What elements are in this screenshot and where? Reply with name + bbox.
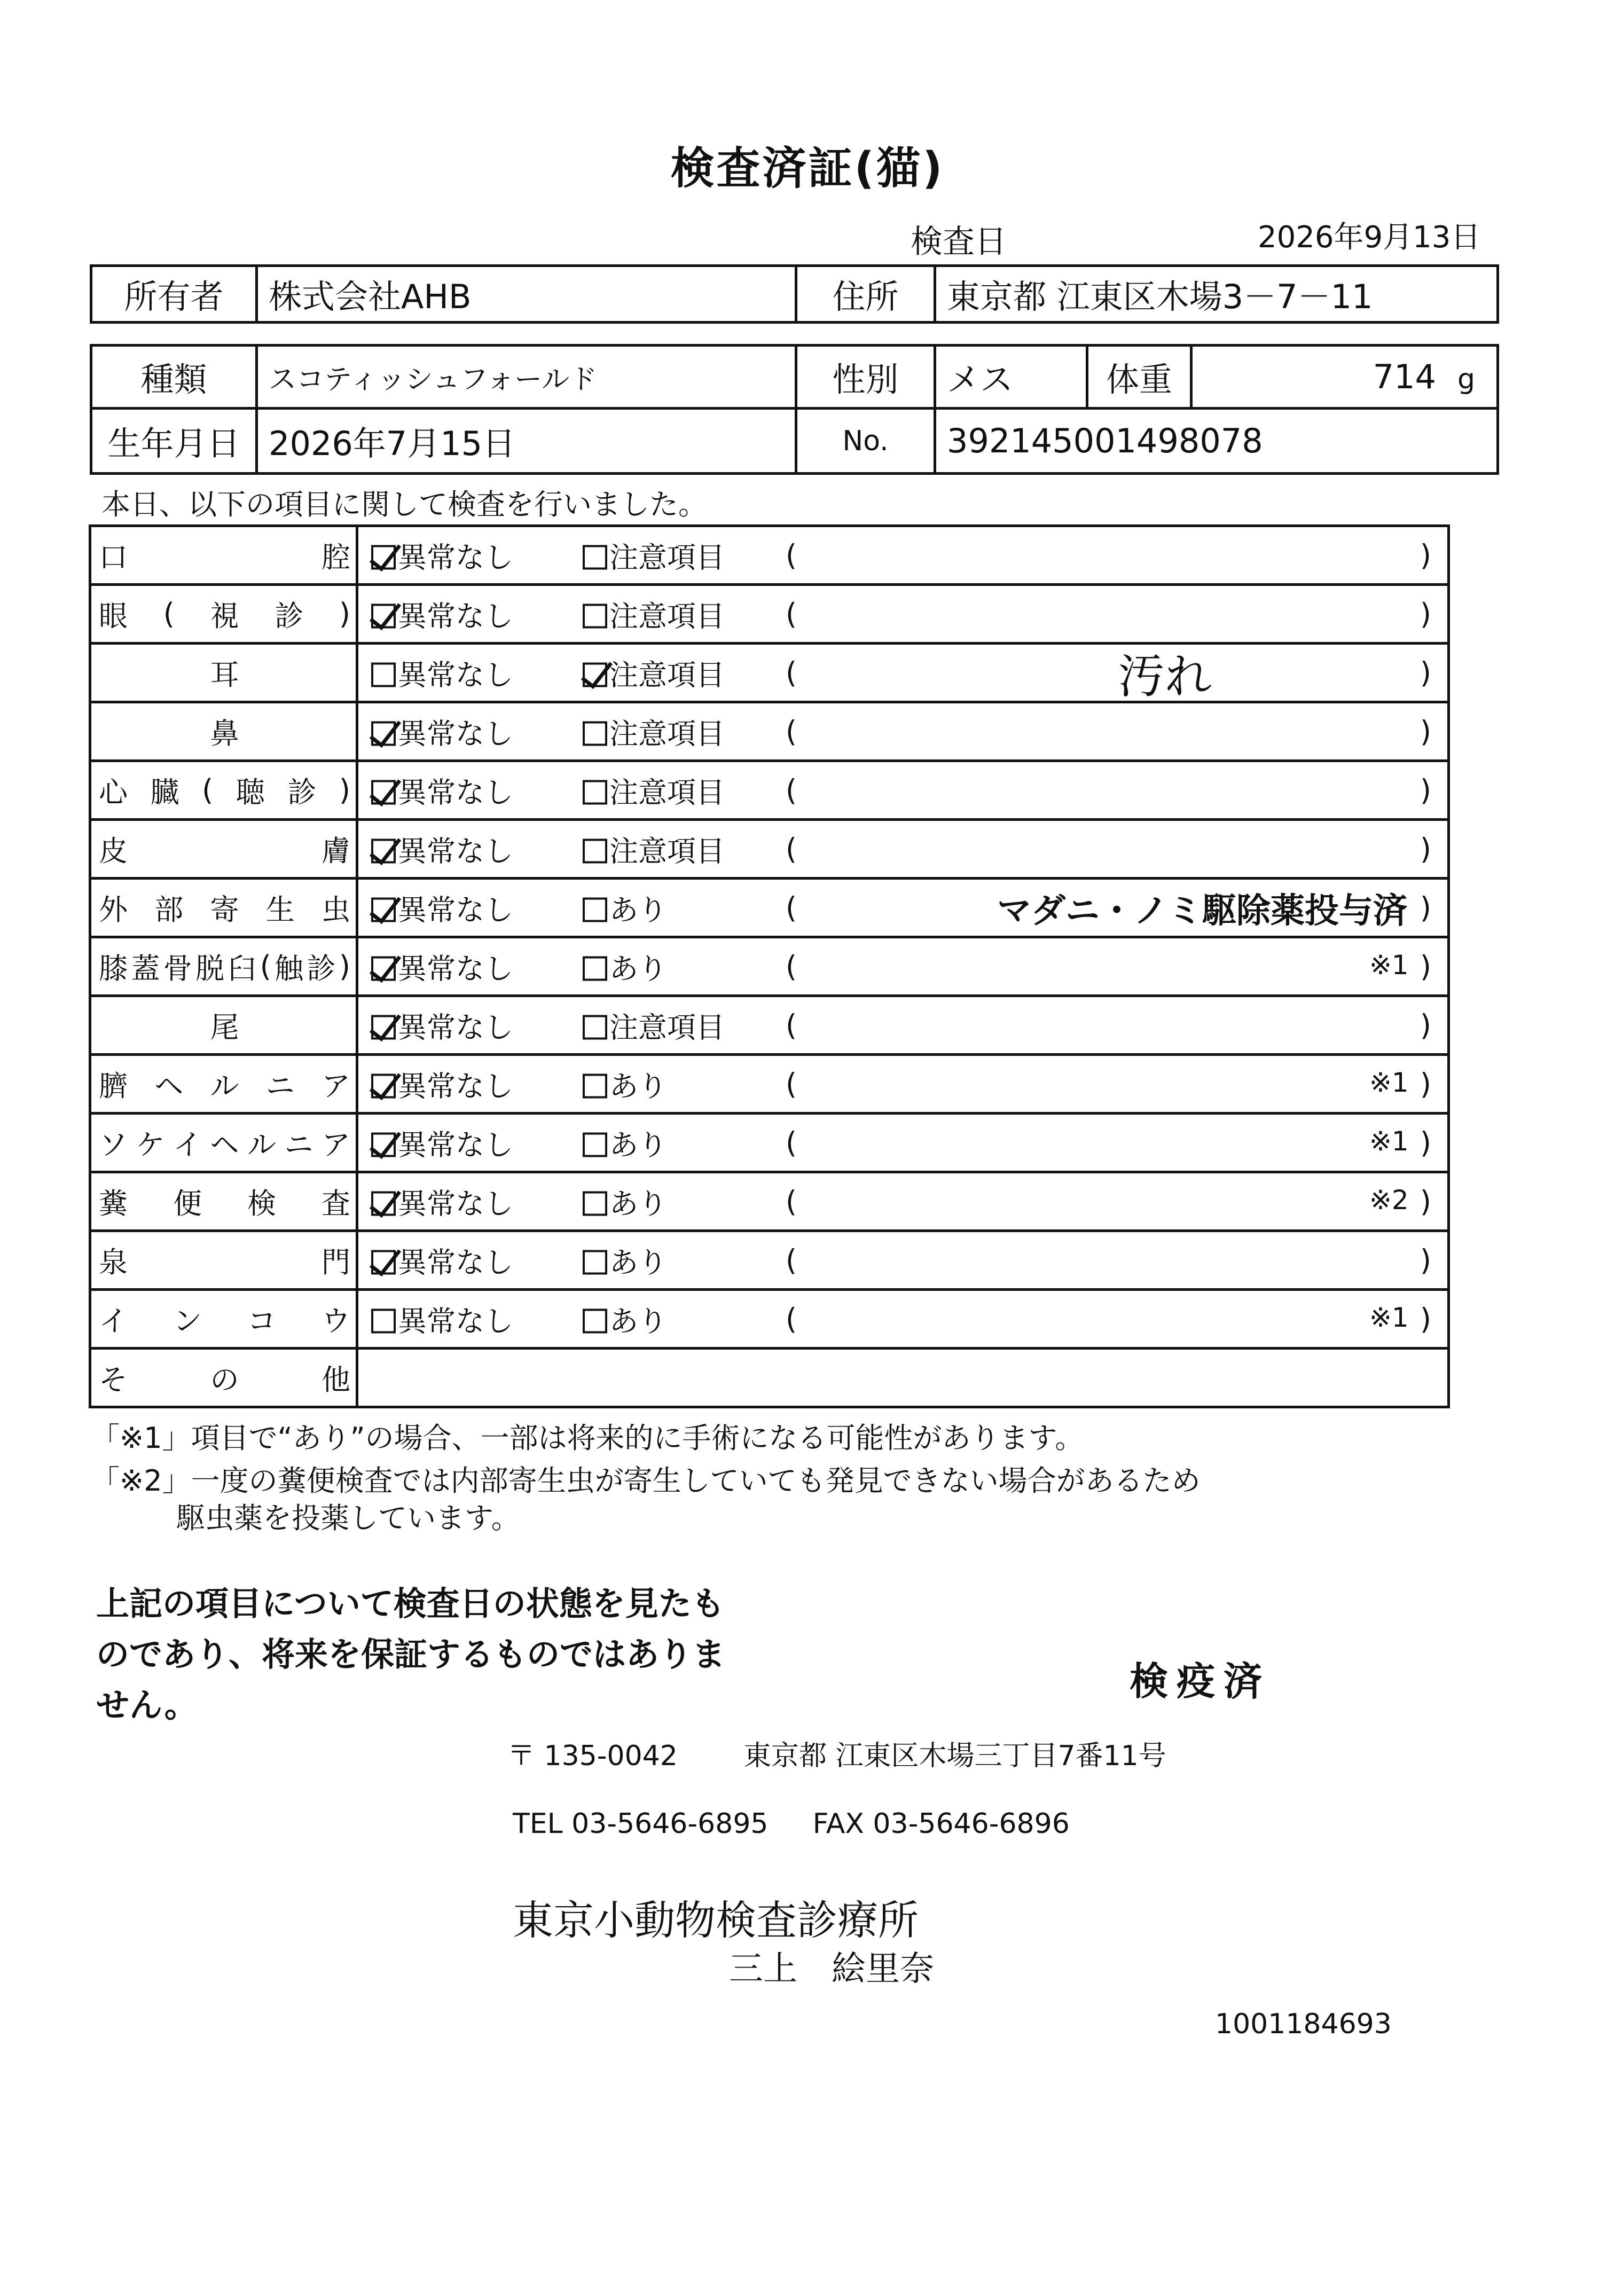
present-checkbox[interactable] [583, 1073, 607, 1098]
normal-option [371, 1122, 513, 1163]
present-option [583, 946, 667, 987]
inspection-item-cell [90, 820, 357, 879]
inspection-item-name: 皮 膚 [99, 834, 350, 868]
inspection-row [90, 1172, 1449, 1231]
present-option [583, 1181, 667, 1222]
present-label: あり [609, 1304, 667, 1338]
clinic-contact-line [513, 1808, 1070, 1840]
inspection-item-cell [90, 761, 357, 820]
inspection-options-cell [357, 820, 1449, 879]
normal-option [371, 652, 513, 693]
normal-option [371, 1298, 513, 1339]
caution-option [583, 770, 725, 811]
normal-option [371, 711, 513, 752]
caution-label: 注意項目 [609, 834, 725, 868]
owner-value: 株式会社AHB [257, 266, 796, 323]
normal-label: 異常なし [398, 834, 513, 868]
note-open-paren: ( [786, 1302, 797, 1336]
inspection-row [90, 702, 1449, 761]
weight-label: 体重 [1087, 346, 1191, 409]
note-open-paren: ( [786, 1243, 797, 1277]
clinic-fax: FAX 03-5646-6896 [812, 1808, 1070, 1840]
normal-checkbox[interactable] [371, 780, 396, 804]
inspection-row [90, 879, 1449, 937]
disclaimer: 上記の項目について検査日の状態を見たものであり、将来を保証するものではありません。 [96, 1584, 726, 1725]
inspection-row [90, 820, 1449, 879]
note-open-paren: ( [786, 715, 797, 748]
normal-checkbox[interactable] [371, 1308, 396, 1333]
normal-checkbox[interactable] [371, 721, 396, 746]
note-open-paren: ( [786, 891, 797, 924]
present-option [583, 1298, 667, 1339]
inspection-item-name: 眼 ( 視 診 ) [99, 597, 350, 633]
inspection-item-name: イ ン コ ウ [99, 1304, 350, 1338]
inspection-options-cell [357, 879, 1449, 937]
note-open-paren: ( [786, 1008, 797, 1042]
normal-option [371, 946, 513, 987]
normal-option [371, 1240, 513, 1281]
clinic-person: 三上 絵里奈 [729, 1949, 934, 1989]
caution-label: 注意項目 [609, 1010, 725, 1044]
inspection-row [90, 1055, 1449, 1114]
inspection-options-cell [357, 526, 1449, 585]
note-close-paren: ) [1420, 1008, 1431, 1042]
normal-label: 異常なし [398, 1245, 513, 1279]
normal-checkbox[interactable] [371, 604, 396, 628]
footnote-marker: ※1 [1369, 950, 1409, 981]
inspection-options-cell [357, 702, 1449, 761]
normal-checkbox[interactable] [371, 1073, 396, 1098]
inspection-row [90, 644, 1449, 702]
inspection-options-cell [357, 1290, 1449, 1349]
inspection-item-name: 心 臓 ( 聴 診 ) [99, 773, 350, 809]
document-title: 検査済証(猫) [670, 143, 945, 194]
note-close-paren: ) [1420, 1067, 1431, 1101]
clinic-name: 東京小動物検査診療所 [513, 1897, 919, 1944]
present-option [583, 887, 667, 928]
note-close-paren: ) [1420, 832, 1431, 866]
inspection-row [90, 937, 1449, 996]
normal-label: 異常なし [398, 1128, 513, 1162]
inspection-note: 汚れ [1117, 648, 1212, 702]
weight-unit: g [1457, 363, 1475, 395]
other-value-cell [357, 1349, 1449, 1407]
inspection-item-name: 膝 蓋 骨 脱 臼 ( 触 診 ) [99, 950, 350, 985]
normal-label: 異常なし [398, 1187, 513, 1220]
footnote-marker: ※1 [1369, 1302, 1409, 1333]
normal-label: 異常なし [398, 599, 513, 633]
inspection-item-cell [90, 879, 357, 937]
caution-checkbox[interactable] [583, 721, 607, 746]
document-code: 1001184693 [1215, 2008, 1392, 2040]
inspection-row [90, 761, 1449, 820]
inspection-item-cell [90, 1231, 357, 1290]
caution-label: 注意項目 [609, 658, 725, 692]
caution-option [583, 828, 725, 869]
animal-table [90, 344, 1499, 475]
note-close-paren: ) [1420, 950, 1431, 983]
inspection-item-name: 尾 [210, 1010, 239, 1044]
normal-label: 異常なし [398, 540, 513, 574]
caution-option [583, 652, 725, 693]
note-open-paren: ( [786, 538, 797, 572]
present-checkbox[interactable] [583, 1308, 607, 1333]
owner-label: 所有者 [91, 266, 257, 323]
note-open-paren: ( [786, 832, 797, 866]
caution-option [583, 535, 725, 576]
note-close-paren: ) [1420, 1302, 1431, 1336]
normal-option [371, 1005, 513, 1046]
inspection-note: マダニ・ノミ駆除薬投与済 [997, 891, 1407, 931]
normal-label: 異常なし [398, 1069, 513, 1103]
caution-checkbox[interactable] [583, 662, 607, 687]
note-open-paren: ( [786, 1126, 797, 1159]
birthdate-value: 2026年7月15日 [257, 409, 796, 474]
caution-checkbox[interactable] [583, 780, 607, 804]
present-label: あり [609, 1128, 667, 1162]
inspection-item-name: 糞 便 検 査 [99, 1187, 350, 1220]
caution-checkbox[interactable] [583, 604, 607, 628]
present-checkbox[interactable] [583, 1191, 607, 1216]
inspection-item-name: 鼻 [210, 717, 239, 750]
present-checkbox[interactable] [583, 897, 607, 922]
other-item-cell [90, 1349, 357, 1407]
number-value: 392145001498078 [935, 409, 1498, 474]
clinic-address: 東京都 江東区木場三丁目7番11号 [743, 1740, 1166, 1772]
note-close-paren: ) [1420, 538, 1431, 572]
note-open-paren: ( [786, 950, 797, 983]
footnote-1: 「※1」項目で“あり”の場合、一部は将来的に手術になる可能性があります。 [91, 1421, 1084, 1455]
inspection-options-cell [357, 761, 1449, 820]
breed-value: スコティッシュフォールド [257, 346, 796, 409]
inspection-options-cell [357, 1231, 1449, 1290]
caution-label: 注意項目 [609, 717, 725, 750]
present-label: あり [609, 1187, 667, 1220]
weight-cell [1191, 346, 1498, 409]
present-checkbox[interactable] [583, 1250, 607, 1274]
present-label: あり [609, 1069, 667, 1103]
caution-option [583, 1005, 725, 1046]
note-close-paren: ) [1420, 715, 1431, 748]
footnote-marker: ※1 [1369, 1126, 1409, 1157]
inspection-options-cell [357, 937, 1449, 996]
inspection-item-cell [90, 996, 357, 1055]
inspection-item-name: ソ ケ イ ヘ ル ニ ア [99, 1128, 350, 1162]
present-checkbox[interactable] [583, 1132, 607, 1157]
normal-label: 異常なし [398, 1010, 513, 1044]
inspection-date-value: 2026年9月13日 [1258, 220, 1481, 255]
normal-checkbox[interactable] [371, 1015, 396, 1039]
inspection-item-cell [90, 1114, 357, 1172]
present-checkbox[interactable] [583, 956, 607, 981]
footnote-marker: ※1 [1369, 1067, 1409, 1098]
present-option [583, 1122, 667, 1163]
intro-text: 本日、以下の項目に関して検査を行いました。 [101, 488, 707, 521]
normal-label: 異常なし [398, 658, 513, 692]
normal-label: 異常なし [398, 717, 513, 750]
caution-label: 注意項目 [609, 775, 725, 809]
footnote-2: 「※2」一度の糞便検査では内部寄生虫が寄生していても発見できない場合があるため [91, 1464, 1201, 1498]
note-open-paren: ( [786, 1185, 797, 1218]
inspection-row [90, 526, 1449, 585]
inspection-options-cell [357, 1055, 1449, 1114]
inspection-item-cell [90, 1172, 357, 1231]
note-open-paren: ( [786, 1067, 797, 1101]
normal-label: 異常なし [398, 775, 513, 809]
inspection-options-cell [357, 996, 1449, 1055]
inspection-options-cell [357, 644, 1449, 702]
inspection-options-cell [357, 1172, 1449, 1231]
normal-checkbox[interactable] [371, 545, 396, 569]
inspection-row-other [90, 1349, 1449, 1407]
sex-label: 性別 [796, 346, 935, 409]
note-open-paren: ( [786, 773, 797, 807]
caution-checkbox[interactable] [583, 839, 607, 863]
normal-option [371, 1063, 513, 1104]
sex-value: メス [935, 346, 1087, 409]
note-close-paren: ) [1420, 1243, 1431, 1277]
inspection-item-name: 口 腔 [99, 540, 350, 574]
normal-option [371, 1181, 513, 1222]
inspection-item-cell [90, 526, 357, 585]
normal-label: 異常なし [398, 893, 513, 927]
address-value: 東京都 江東区木場3－7－11 [935, 266, 1498, 323]
inspection-item-cell [90, 702, 357, 761]
owner-table [90, 264, 1499, 324]
normal-checkbox[interactable] [371, 1250, 396, 1274]
inspection-item-name: 泉 門 [99, 1245, 350, 1279]
normal-label: 異常なし [398, 952, 513, 985]
caution-checkbox[interactable] [583, 545, 607, 569]
caution-checkbox[interactable] [583, 1015, 607, 1039]
inspection-date-label: 検査日 [911, 223, 1007, 261]
inspection-item-name: 外 部 寄 生 虫 [99, 893, 350, 927]
breed-label: 種類 [91, 346, 257, 409]
inspection-item-cell [90, 644, 357, 702]
caution-option [583, 711, 725, 752]
inspection-options-cell [357, 1114, 1449, 1172]
normal-checkbox[interactable] [371, 956, 396, 981]
address-label: 住所 [796, 266, 935, 323]
present-label: あり [609, 1245, 667, 1279]
inspection-item-name: 耳 [210, 658, 239, 692]
caution-label: 注意項目 [609, 540, 725, 574]
inspection-row [90, 1290, 1449, 1349]
normal-label: 異常なし [398, 1304, 513, 1338]
clinic-tel: TEL 03-5646-6895 [513, 1808, 769, 1840]
normal-option [371, 593, 513, 634]
footnote-marker: ※2 [1369, 1185, 1409, 1216]
other-item-name: そ の 他 [99, 1363, 350, 1397]
inspection-item-name: 臍 ヘ ル ニ ア [99, 1069, 350, 1103]
normal-option [371, 535, 513, 576]
inspection-row [90, 1114, 1449, 1172]
inspection-item-cell [90, 585, 357, 644]
note-open-paren: ( [786, 597, 797, 631]
inspection-options-cell [357, 585, 1449, 644]
note-open-paren: ( [786, 656, 797, 689]
inspection-table [89, 524, 1450, 1408]
caution-label: 注意項目 [609, 599, 725, 633]
clinic-address-line [507, 1733, 1166, 1773]
inspection-item-cell [90, 937, 357, 996]
caution-option [583, 593, 725, 634]
footnote-3: 駆虫薬を投薬しています。 [176, 1501, 520, 1535]
birthdate-label: 生年月日 [91, 409, 257, 474]
present-label: あり [609, 952, 667, 985]
normal-option [371, 770, 513, 811]
weight-value: 714 [1373, 357, 1436, 396]
normal-checkbox[interactable] [371, 839, 396, 863]
normal-checkbox[interactable] [371, 1132, 396, 1157]
quarantine-stamp: 検疫済 [1130, 1659, 1271, 1704]
present-label: あり [609, 893, 667, 927]
present-option [583, 1240, 667, 1281]
note-close-paren: ) [1420, 1185, 1431, 1218]
inspection-item-cell [90, 1055, 357, 1114]
normal-option [371, 887, 513, 928]
inspection-row [90, 585, 1449, 644]
normal-checkbox[interactable] [371, 1191, 396, 1216]
note-close-paren: ) [1420, 1126, 1431, 1159]
note-close-paren: ) [1420, 597, 1431, 631]
normal-checkbox[interactable] [371, 897, 396, 922]
normal-option [371, 828, 513, 869]
note-close-paren: ) [1420, 656, 1431, 689]
inspection-row [90, 996, 1449, 1055]
inspection-item-cell [90, 1290, 357, 1349]
number-label: No. [796, 409, 935, 474]
note-close-paren: ) [1420, 773, 1431, 807]
postal-code: 〒 135-0042 [507, 1740, 678, 1772]
note-close-paren: ) [1420, 891, 1431, 924]
present-option [583, 1063, 667, 1104]
normal-checkbox[interactable] [371, 662, 396, 687]
inspection-row [90, 1231, 1449, 1290]
